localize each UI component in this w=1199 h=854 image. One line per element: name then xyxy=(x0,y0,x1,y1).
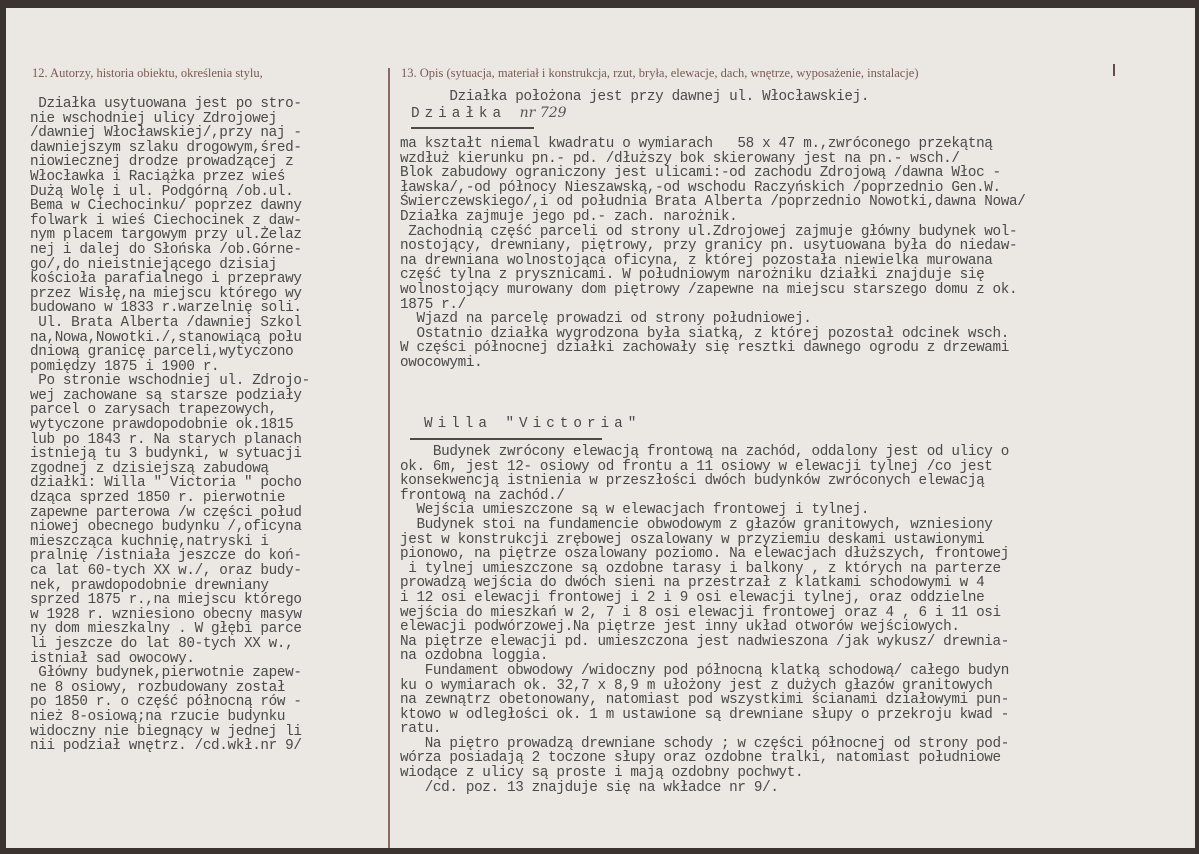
text-line: i tylnej umieszczone są ozdobne tarasy i balkony , z których na parterze xyxy=(400,560,1001,577)
text-line: parcel o zarysach trapezowych, xyxy=(30,402,277,419)
text-line: prowadzą wejścia do dwóch sieni na przestrzał z klatkami schodowymi w 4 xyxy=(400,575,985,592)
text-line: Wjazd na parcelę prowadzi od strony południowej. xyxy=(400,311,812,328)
text-line: pionowo, na piętrze oszalowany poziomo. Na elewacjach dłuższych, frontowej xyxy=(400,546,1009,563)
heading-willa-victoria: Willa "Victoria" xyxy=(424,416,642,432)
text-line: wejścia do mieszkań w 2, 7 i 8 osi elewacji frontowej oraz 4 , 6 i 11 osi xyxy=(400,604,1001,621)
text-line: niowiecznej drodze prowadzącej z xyxy=(30,154,294,171)
text-line: Na piętrze elewacji pd. umieszczona jest nadwieszona /jak wykusz/ drewnia- xyxy=(400,633,1009,650)
text-line: folwark i wieś Ciechocinek z daw- xyxy=(30,212,302,229)
text-line: Działka zajmuje jego pd.- zach. narożnik. xyxy=(400,208,738,225)
history-text-column xyxy=(30,97,310,754)
text-line: zgodnej z dzisiejszą zabudową xyxy=(30,460,269,477)
text-line: ku o wymiarach ok. 32,7 x 8,9 m ułożony jest z dużych głazów granitowych xyxy=(400,677,993,694)
text-line: na ozdobna loggia. xyxy=(400,648,549,665)
text-line: budowano w 1833 r.warzelnię soli. xyxy=(30,300,302,317)
text-line: i 12 osi elewacji frontowej i 2 i 9 osi elewacji tylnej, oraz oddzielne xyxy=(400,589,985,606)
text-line: Budynek zwrócony elewacją frontową na zachód, oddalony jest od ulicy o xyxy=(400,444,1009,460)
text-line: istnieją tu 3 budynki, w sytuacji xyxy=(30,446,302,463)
text-line: Główny budynek,pierwotnie zapew- xyxy=(30,665,302,682)
text-line: nej i dalej do Słońska /ob.Górne- xyxy=(30,241,302,258)
text-line: kościoła parafialnego i przeprawy xyxy=(30,271,302,288)
text-line: działki: Willa " Victoria " pocho xyxy=(30,475,302,492)
text-line: dawniejszym szlaku drogowym,śred- xyxy=(30,139,302,156)
handwritten-plot-number: nr 729 xyxy=(519,105,567,121)
text-line: 1875 r./ xyxy=(400,296,466,313)
text-line: /dawniej Włocławskiej/,przy naj - xyxy=(30,125,302,142)
text-line: sprzed 1875 r.,na miejscu którego xyxy=(30,592,302,609)
text-line: wiodące z ulicy są proste i mają ozdobny pochwyt. xyxy=(400,765,804,782)
text-line: W części północnej działki zachowały się resztki dawnego ogrodu z drzewami xyxy=(400,340,1009,357)
text-line: konsekwencją istnienia w przeszłości dwóch budynków zwróconych elewacją xyxy=(400,473,985,490)
text-line: go/,do nieistniejącego dzisiaj xyxy=(30,256,277,273)
heading-underline xyxy=(410,438,602,440)
text-line: Ostatnio działka wygrodzona była siatką, z której pozostał odcinek wsch. xyxy=(400,325,1009,342)
text-line: mieszcząca kuchnię,natryski i xyxy=(30,533,269,550)
text-line: Ul. Brata Alberta /dawniej Szkol xyxy=(30,314,302,331)
corner-mark xyxy=(1113,64,1115,76)
text-line: pomiędzy 1875 i 1900 r. xyxy=(30,358,220,375)
text-line: li jeszcze do lat 80-tych XX w., xyxy=(30,635,294,652)
text-line: w 1928 r. wzniesiono obecny masyw xyxy=(30,606,302,623)
text-line: owocowymi. xyxy=(400,354,483,371)
text-line: lub po 1843 r. Na starych planach xyxy=(30,431,302,448)
text-line: ratu. xyxy=(400,721,442,738)
text-line: Blok zabudowy ograniczony jest ulicami:-od zachodu Zdrojową /dawna Włoc - xyxy=(400,165,1001,182)
text-line: Zachodnią część parceli od strony ul.Zdrojowej zajmuje główny budynek wol- xyxy=(400,223,1018,240)
text-line: Bema w Ciechocinku/ poprzez dawny xyxy=(30,198,302,215)
text-line: ok. 6m, jest 12- osiowy od frontu a 11 osiowy w elewacji tylnej /co jest xyxy=(400,458,993,475)
text-line: nież 8-osiową;na rzucie budynku xyxy=(30,708,286,725)
text-line: po 1850 r. o część północną rów - xyxy=(30,694,302,711)
intro-line: Działka położona jest przy dawnej ul. Włocławskiej. xyxy=(400,89,870,105)
text-line: nie wschodniej ulicy Zdrojowej xyxy=(30,110,277,127)
text-line: istniał sad owocowy. xyxy=(30,650,195,667)
heading-dzialka-text: Działka xyxy=(411,106,507,122)
text-line: Działka usytuowana jest po stro- xyxy=(30,96,302,112)
text-line: nii podział wnętrz. /cd.wkł.nr 9/ xyxy=(30,738,302,755)
document-sheet xyxy=(6,8,1195,848)
building-description xyxy=(400,445,1009,795)
text-line: wej zachowane są starsze podziały xyxy=(30,387,302,404)
text-line: wolnostojący murowany dom piętrowy /zapewne na miejscu starszego domu z ok. xyxy=(400,281,1018,298)
text-line: dząca sprzed 1850 r. pierwotnie xyxy=(30,490,286,507)
text-line: ma kształt niemal kwadratu o wymiarach 58 x 47 m.,zwróconego przekątną xyxy=(400,136,993,152)
text-line: Fundament obwodowy /widoczny pod północną klatką schodową/ całego budyn xyxy=(400,662,1009,679)
plot-description xyxy=(400,137,1025,371)
text-line: wytyczone prawdopodobnie ok.1815 xyxy=(30,417,294,434)
text-line: Świerczewskiego/,i od południa Brata Alberta /poprzednio Nowotki,dawna Nowa/ xyxy=(400,194,1026,211)
text-line: ca lat 60-tych XX w./, oraz budy- xyxy=(30,563,302,579)
text-line: ny dom mieszkalny . W głębi parce xyxy=(30,621,302,638)
text-line: zapewne parterowa /w części połud xyxy=(30,504,302,521)
field-13-label: 13. Opis (sytuacja, materiał i konstrukcja, rzut, bryła, elewacje, dach, wnętrze, wyposażenie, instalacje) xyxy=(401,66,919,80)
text-line: ktowo w odległości ok. 1 m ustawione są drewniane słupy o przekroju kwad - xyxy=(400,706,1009,723)
text-line: nym placem targowym przy ul.Żelaz xyxy=(30,227,302,244)
text-line: niowej obecnego budynku /,oficyna xyxy=(30,519,302,536)
text-line: wórza posiadają 2 toczone słupy oraz ozdobne tralki, natomiast południowe xyxy=(400,750,1001,767)
text-line: Wejścia umieszczone są w elewacjach frontowej i tylnej. xyxy=(400,502,870,519)
field-12-label: 12. Autorzy, historia obiektu, określenia stylu, xyxy=(32,66,263,80)
text-line: Budynek stoi na fundamencie obwodowym z głazów granitowych, wzniesiony xyxy=(400,516,993,533)
text-line: Włocławka i Raciążka przez wieś xyxy=(30,168,286,185)
text-line: na zewnątrz obetonowany, natomiast pod wszystkimi ścianami działowymi pun- xyxy=(400,692,1009,709)
text-line: ne 8 osiowy, rozbudowany został xyxy=(30,679,286,696)
text-line: ławska/,-od północy Nieszawską,-od wschodu Raczyńskich /poprzednio Gen.W. xyxy=(400,179,1001,196)
text-line: przez Wisłę,na miejscu którego wy xyxy=(30,285,302,302)
text-line: na drewniana wolnostojąca oficyna, z której pozostała niewielka murowana xyxy=(400,252,993,269)
text-line: /cd. poz. 13 znajduje się na wkładce nr 9/. xyxy=(400,779,779,796)
heading-underline xyxy=(411,127,534,129)
text-line: część tylna z prysznicami. W południowym narożniku działki znajduje się xyxy=(400,267,985,284)
column-divider xyxy=(388,68,390,848)
text-line: Po stronie wschodniej ul. Zdrojo- xyxy=(30,373,310,390)
text-line: nek, prawdopodobnie drewniany xyxy=(30,577,269,594)
text-line: Dużą Wolę i ul. Podgórną /ob.ul. xyxy=(30,183,294,200)
heading-dzialka xyxy=(411,106,567,122)
text-line: widoczny nie biegnący w jednej li xyxy=(30,723,302,740)
text-line: frontową na zachód./ xyxy=(400,487,565,504)
text-line: pralnię /istniała jeszcze do koń- xyxy=(30,548,302,565)
text-line: nostojący, drewniany, piętrowy, przy granicy pn. usytuowana była do niedaw- xyxy=(400,238,1018,255)
text-line: na,Nowa,Nowotki./,stanowiącą połu xyxy=(30,329,302,346)
text-line: jest w konstrukcji zrębowej oszalowany w przyziemiu deskami ustawionymi xyxy=(400,531,985,548)
text-line: Na piętro prowadzą drewniane schody ; w części północnej od strony pod- xyxy=(400,735,1009,752)
text-line: wzdłuż kierunku pn.- pd. /dłuższy bok skierowany jest na pn.- wsch./ xyxy=(400,150,960,167)
text-line: dniową granicę parceli,wytyczono xyxy=(30,344,294,361)
text-line: elewacji podwórzowej.Na piętrze jest inny układ otworów wejściowych. xyxy=(400,619,960,636)
